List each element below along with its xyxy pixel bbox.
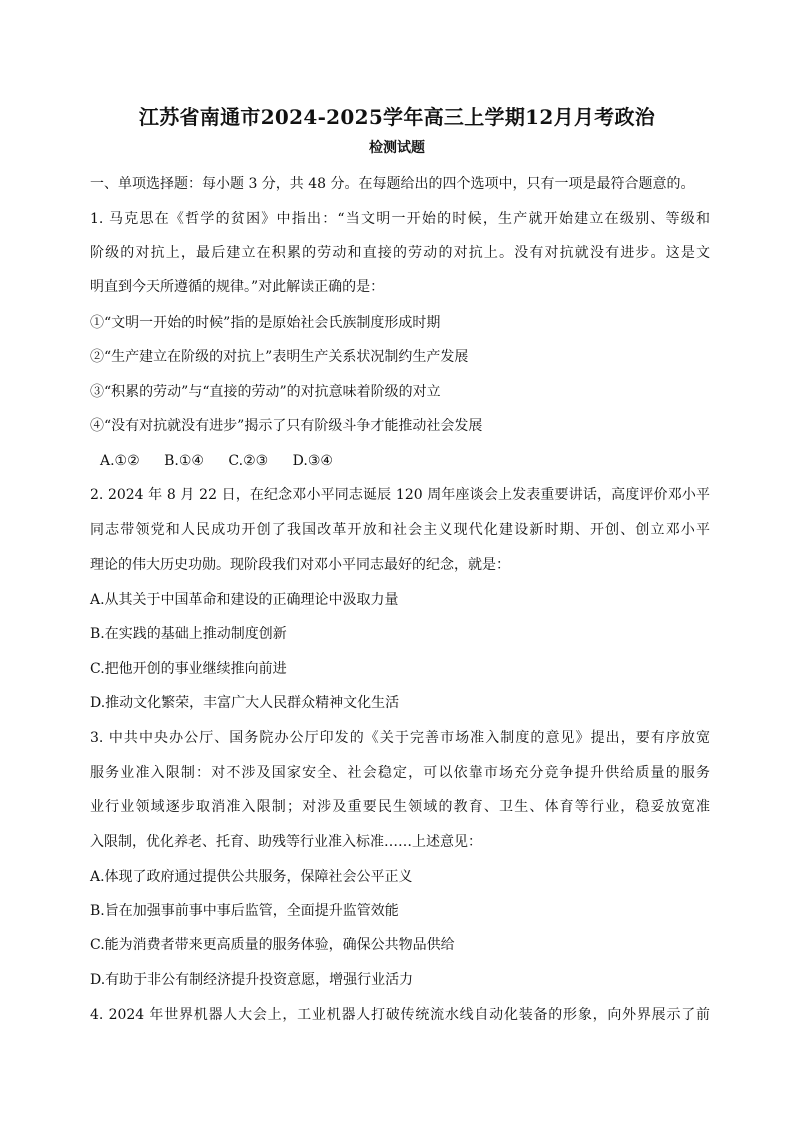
q3-stem-line-2: 服务业准入限制：对不涉及国家安全、社会稳定，可以依靠市场充分竞争提升供给质量的服务 [90, 765, 710, 781]
q2-option-a: A.从其关于中国革命和建设的正确理论中汲取力量 [90, 592, 399, 608]
q2-stem-line-3: 理论的伟大历史功勋。现阶段我们对邓小平同志最好的纪念，就是： [90, 557, 510, 573]
q1-option-a: A.①② [100, 453, 140, 469]
q3-stem-line-4: 入限制，优化养老、托育、助残等行业准入标准……上述意见： [90, 834, 482, 850]
q2-stem-line-2: 同志带领党和人民成功开创了我国改革开放和社会主义现代化建设新时期、开创、创立邓小平 [90, 522, 710, 538]
q1-statement-3: ③“积累的劳动”与“直接的劳动”的对抗意味着阶级的对立 [90, 384, 441, 400]
q3-option-a: A.体现了政府通过提供公共服务，保障社会公平正义 [90, 869, 413, 885]
q1-stem-line-2: 阶级的对抗上，最后建立在积累的劳动和直接的劳动的对抗上。没有对抗就没有进步。这是文 [90, 245, 710, 261]
q1-statement-4: ④“没有对抗就没有进步”揭示了只有阶级斗争才能推动社会发展 [90, 418, 483, 434]
q3-option-b: B.旨在加强事前事中事后监管，全面提升监管效能 [90, 903, 399, 919]
document-subtitle: 检测试题 [369, 140, 425, 156]
q1-stem-line-1: 1. 马克思在《哲学的贫困》中指出：“当文明一开始的时候，生产就开始建立在级别、等级和 [90, 211, 710, 227]
q2-stem-line-1: 2. 2024 年 8 月 22 日，在纪念邓小平同志诞辰 120 周年座谈会上发表重要讲话，高度评价邓小平 [90, 487, 710, 503]
q1-options [100, 451, 353, 471]
q3-option-c: C.能为消费者带来更高质量的服务体验，确保公共物品供给 [90, 937, 455, 953]
q1-option-c: C.②③ [228, 453, 269, 469]
section-header: 一、单项选择题：每小题 3 分，共 48 分。在每题给出的四个选项中，只有一项是最符合题意的。 [90, 176, 695, 192]
q3-stem-line-1: 3. 中共中央办公厅、国务院办公厅印发的《关于完善市场准入制度的意见》提出，要有序放宽 [90, 730, 710, 746]
q3-stem-line-3: 业行业领域逐步取消准入限制；对涉及重要民生领域的教育、卫生、体育等行业，稳妥放宽准 [90, 799, 710, 815]
q3-option-d: D.有助于非公有制经济提升投资意愿，增强行业活力 [90, 972, 414, 988]
q2-option-c: C.把他开创的事业继续推向前进 [90, 661, 287, 677]
q1-option-b: B.①④ [164, 453, 204, 469]
q2-option-d: D.推动文化繁荣，丰富广大人民群众精神文化生活 [90, 695, 400, 711]
q1-option-d: D.③④ [292, 453, 333, 469]
q1-stem-line-3: 明直到今天所遵循的规律。”对此解读正确的是： [90, 279, 385, 295]
q1-statement-1: ①“文明一开始的时候”指的是原始社会氏族制度形成时期 [90, 315, 441, 331]
q4-stem-line-1: 4. 2024 年世界机器人大会上，工业机器人打破传统流水线自动化装备的形象，向外界展示了前 [90, 1007, 710, 1023]
document-title: 江苏省南通市2024-2025学年高三上学期12月月考政治 [138, 105, 656, 129]
q2-option-b: B.在实践的基础上推动制度创新 [90, 626, 287, 642]
q1-statement-2: ②“生产建立在阶级的对抗上”表明生产关系状况制约生产发展 [90, 349, 469, 365]
